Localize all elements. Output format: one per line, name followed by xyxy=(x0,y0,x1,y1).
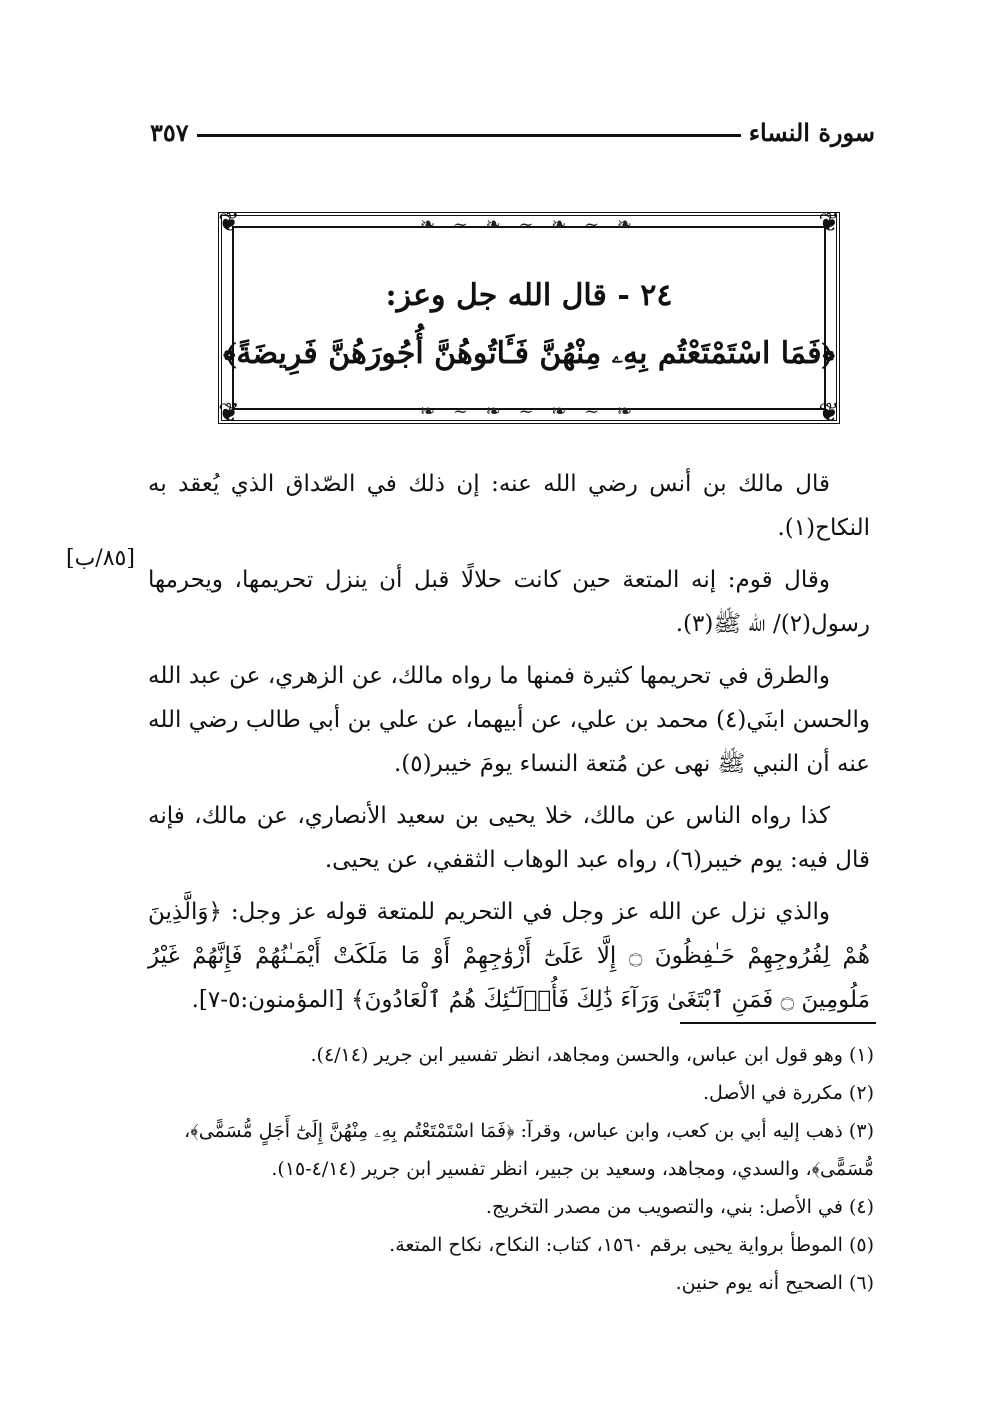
paragraph: قال مالك بن أنس رضي الله عنه: إن ذلك في الصّداق الذي يُعقد به النكاح(١). xyxy=(148,471,870,541)
footnotes xyxy=(140,1036,874,1302)
page-number: ٣٥٧ xyxy=(150,117,189,147)
frame-inner-border xyxy=(232,226,826,410)
ornamental-frame xyxy=(218,208,840,428)
corner-ornament-icon: ❦ xyxy=(218,208,240,238)
main-text xyxy=(148,462,870,1030)
paragraph: كذا رواه الناس عن مالك، خلا يحيى بن سعيد الأنصاري، عن مالك، فإنه قال فيه: يوم خيبر(٦)، رواه عبد الوهاب الثقفي، عن يحيى. xyxy=(148,803,870,873)
footnote: (٦) الصحيح أنه يوم حنين. xyxy=(675,1272,874,1294)
corner-ornament-icon: ❦ xyxy=(818,208,840,238)
footnote: (٥) الموطأ برواية يحيى برقم ١٥٦٠، كتاب: النكاح، نكاح المتعة. xyxy=(389,1234,874,1256)
paragraph: وقال قوم: إنه المتعة حين كانت حلالًا قبل أن ينزل تحريمها، ويحرمها رسول(٢)/ الله ﷺ(٣). xyxy=(148,567,870,637)
header-rule xyxy=(197,134,741,137)
verse-heading: ٢٤ - قال الله جل وعز: xyxy=(385,278,673,313)
paragraph: والطرق في تحريمها كثيرة فمنها ما رواه مالك، عن الزهري، عن عبد الله والحسن ابنَي(٤) محمد بن علي، عن أبيهما، عن علي بن أبي طالب رضي الله عنه أن النبي ﷺ نهى عن مُتعة النساء يومَ خيبر(٥). xyxy=(148,663,870,777)
footnote: (١) وهو قول ابن عباس، والحسن ومجاهد، انظر تفسير ابن جرير (٤/١٤). xyxy=(310,1044,874,1066)
corner-ornament-icon: ❦ xyxy=(818,398,840,428)
running-header xyxy=(150,112,875,152)
vine-ornament-icon: ❧ ~ ❧ ~ ❧ ~ ❧ xyxy=(420,401,638,422)
footnote: (٣) ذهب إليه أبي بن كعب، وابن عباس، وقرآ: ﴿فَمَا اسْتَمْتَعْتُم بِهِۦ مِنْهُنَّ إِلَىٰٓ أَجَلٍ مُّسَمًّى﴾، مُّسَمًّى﴾، والسدي، ومجاهد، وسعيد بن جبير، انظر تفسير ابن جرير (٤/١٤-١٥). xyxy=(184,1120,874,1180)
surah-title: سورة النساء xyxy=(748,117,875,147)
vine-ornament-icon: ❧ ~ ❧ ~ ❧ ~ ❧ xyxy=(420,214,638,235)
footnote: (٤) في الأصل: بني، والتصويب من مصدر التخريج. xyxy=(485,1196,874,1218)
footnote: (٢) مكررة في الأصل. xyxy=(702,1082,874,1104)
corner-ornament-icon: ❦ xyxy=(218,398,240,428)
paragraph: والذي نزل عن الله عز وجل في التحريم للمتعة قوله عز وجل: ﴿وَالَّذِينَ هُمْ لِفُرُوجِهِمْ حَـٰفِظُونَ ۝ إِلَّا عَلَىٰٓ أَزْوَٰجِهِمْ أَوْ مَا مَلَكَتْ أَيْمَـٰنُهُمْ فَإِنَّهُمْ غَيْرُ مَلُومِينَ ۝ فَمَنِ ٱبْتَغَىٰ وَرَآءَ ذَٰلِكَ فَأُو۟لَـٰٓئِكَ هُمُ ٱلْعَادُونَ﴾ [المؤمنون:٥-٧]. xyxy=(148,899,870,1013)
verse-text: ﴿فَمَا اسْتَمْتَعْتُم بِهِۦ مِنْهُنَّ فَـَٔاتُوهُنَّ أُجُورَهُنَّ فَرِيضَةً﴾ xyxy=(223,336,835,371)
footnote-separator xyxy=(680,1022,876,1024)
manuscript-folio-note: [٨٥/ب] xyxy=(66,546,135,571)
